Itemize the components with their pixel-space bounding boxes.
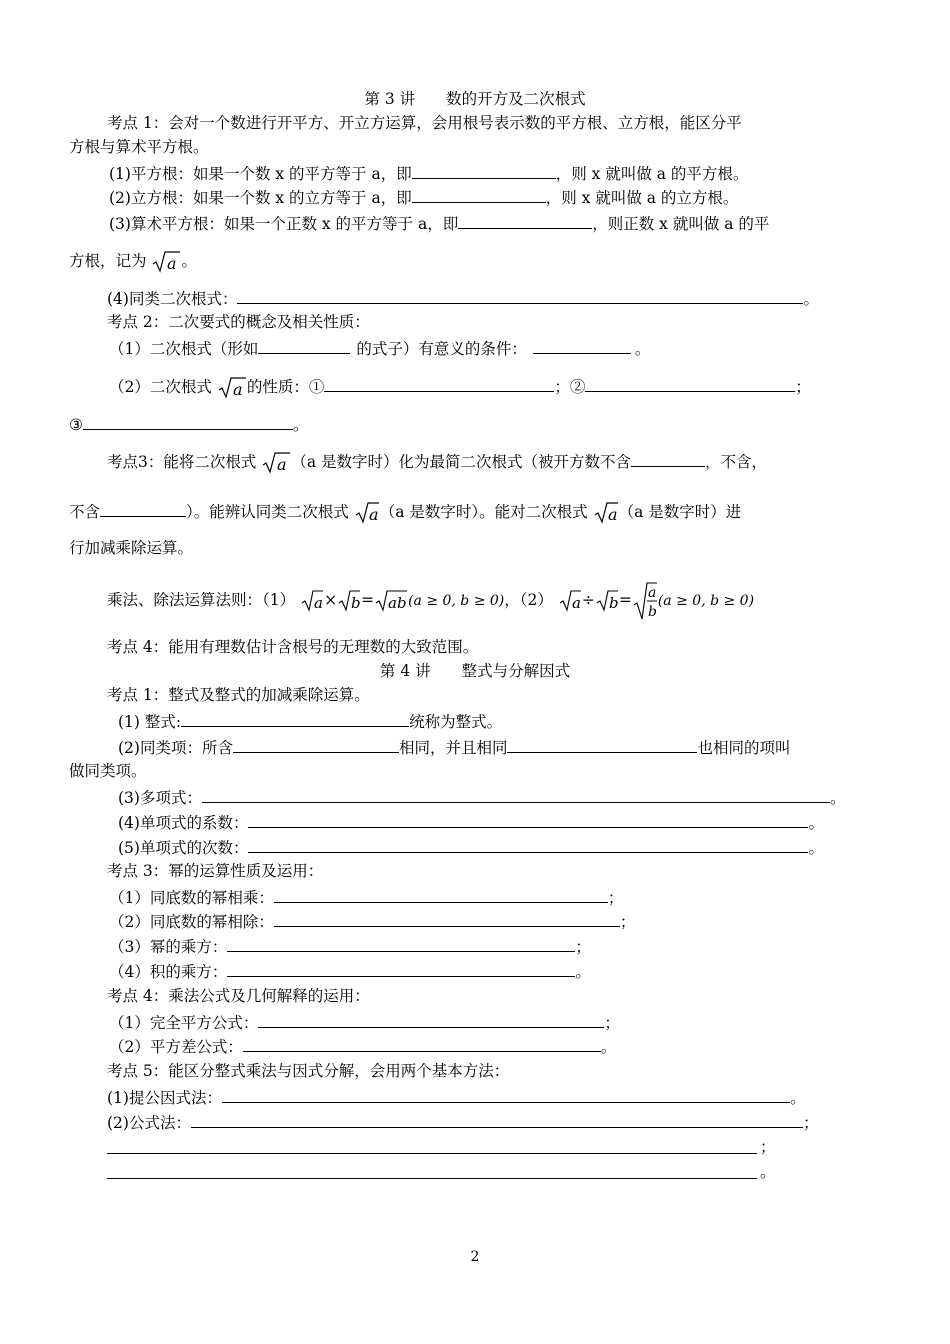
l4-point-3: 考点 3：幂的运算性质及运用：: [107, 862, 324, 880]
l3-item-1: [109, 162, 748, 184]
blank-field[interactable]: [243, 1035, 601, 1052]
blank-field[interactable]: [258, 1011, 604, 1028]
text: （2）二次根式: [109, 378, 212, 396]
sqrt-b-symbol: [337, 589, 361, 613]
l3-point-1-line2: 方根与算术平方根。: [69, 138, 209, 156]
blank-field[interactable]: [274, 910, 620, 927]
l3-item-2: [109, 186, 738, 208]
period: 。: [181, 252, 197, 270]
text: 乘法、除法运算法则：（1）: [107, 591, 296, 609]
text: 的式子）有意义的条件：: [356, 340, 527, 358]
l4-point-5-item-1: [107, 1086, 805, 1108]
radicand: a: [571, 594, 581, 612]
l3-item-1-text-end: ，则 x 就叫做 a 的平方根。: [555, 165, 749, 183]
l3-item-3-text: (3)算术平方根：如果一个正数 x 的平方等于 a，即: [109, 215, 459, 233]
l4-item-1: [118, 710, 502, 732]
sqrt-a-symbol: [217, 376, 247, 400]
blank-field[interactable]: [258, 337, 350, 354]
period: 。: [760, 1163, 776, 1181]
sqrt-b-symbol: [595, 589, 619, 613]
divide-sign: ÷: [581, 591, 595, 609]
semicolon: ；: [802, 1114, 819, 1132]
blank-field[interactable]: [274, 886, 608, 903]
text: ，不含，: [704, 453, 767, 471]
l3-item-3-cont: [69, 250, 197, 276]
denominator: b: [647, 604, 657, 620]
text: （2）平方差公式：: [109, 1038, 243, 1056]
text: (2)同类项：所含: [118, 739, 233, 757]
blank-field[interactable]: [248, 811, 808, 828]
l4-point-1: 考点 1：整式及整式的加减乘除运算。: [107, 686, 370, 704]
text: ；②: [554, 378, 586, 396]
blank-field[interactable]: [100, 500, 186, 517]
blank-field[interactable]: [458, 212, 592, 229]
radicand: ab: [388, 594, 407, 612]
text: （2）同底数的幂相除：: [109, 913, 274, 931]
l3-point-3-line3: 行加减乘除运算。: [69, 539, 194, 557]
radicand: a: [167, 254, 177, 273]
sqrt-a-symbol: [300, 589, 324, 613]
text: （a 是数字时）进: [618, 503, 742, 521]
text: (1)提公因式法：: [107, 1089, 222, 1107]
l3-point-2-item-1: [109, 337, 650, 359]
text: 统称为整式。: [409, 713, 503, 731]
blank-field[interactable]: [222, 1086, 790, 1103]
l4-item-5: [118, 836, 824, 858]
blank-field[interactable]: [412, 186, 546, 203]
blank-field[interactable]: [227, 935, 575, 952]
text: (1) 整式:: [118, 713, 182, 731]
l3-item-4-text: (4)同类二次根式：: [107, 290, 238, 308]
blank-line[interactable]: [107, 1178, 757, 1179]
l4-point-3-item-1: [109, 886, 623, 908]
page-number: 2: [470, 1249, 480, 1265]
blank-field[interactable]: [202, 786, 830, 803]
text: （a 是数字时）化为最简二次根式（被开方数不含: [291, 453, 631, 471]
sqrt-ab-symbol: [374, 589, 408, 613]
period: 。: [808, 839, 824, 857]
text: (2)公式法：: [107, 1114, 191, 1132]
blank-field[interactable]: [181, 710, 409, 727]
equals-sign: =: [618, 591, 632, 609]
text: 不含: [69, 503, 101, 521]
l3-point-3-line1: [107, 450, 767, 476]
sqrt-a-symbol: [593, 501, 619, 525]
text: (5)单项式的次数：: [118, 839, 249, 857]
mult-div-rule: [107, 580, 754, 620]
l4-item-2: [118, 736, 791, 758]
l3-item-2-text: (2)立方根：如果一个数 x 的立方等于 a，即: [109, 189, 412, 207]
lecture-3-title: 第 3 讲 数的开方及二次根式: [364, 90, 586, 108]
radicand: b: [608, 594, 619, 612]
l4-point-3-item-2: [109, 910, 635, 932]
text: （a 是数字时）。能对二次根式: [379, 503, 588, 521]
l3-point-4: 考点 4：能用有理数估计含根号的无理数的大致范围。: [107, 638, 479, 656]
blank-field[interactable]: [237, 287, 803, 304]
l3-point-2-item-2-cont: [69, 413, 308, 435]
semicolon: ；: [607, 889, 624, 907]
period: 。: [292, 416, 309, 434]
blank-field[interactable]: [412, 162, 556, 179]
blank-field[interactable]: [631, 450, 705, 467]
blank-field[interactable]: [227, 960, 575, 977]
text: （1）二次根式（形如: [109, 340, 259, 358]
radicand: a: [314, 594, 324, 612]
sqrt-a-symbol: [558, 589, 582, 613]
equals-sign: =: [361, 591, 375, 609]
times-sign: ×: [324, 591, 338, 609]
l3-item-3: [109, 212, 769, 234]
period: 。: [575, 963, 591, 981]
text: （1）同底数的幂相乘：: [109, 889, 274, 907]
sqrt-a-symbol: [151, 250, 181, 274]
radicand: a: [607, 505, 618, 524]
sqrt-a-symbol: [261, 451, 291, 475]
text: 相同，并且相同: [398, 739, 508, 757]
semicolon: ；: [760, 1138, 776, 1156]
text: ；: [795, 378, 811, 396]
blank-field[interactable]: [324, 375, 554, 392]
text: 也相同的项叫: [697, 739, 791, 757]
semicolon: ；: [575, 938, 591, 956]
text: 的性质：①: [246, 378, 325, 396]
period: 。: [803, 290, 819, 308]
l3-point-3-line2: [69, 500, 741, 526]
text: (4)单项式的系数：: [118, 814, 249, 832]
sqrt-fraction-symbol: [632, 581, 658, 621]
condition: (a ≥ 0, b ≥ 0): [657, 593, 755, 609]
period: 。: [808, 814, 824, 832]
text: （1）完全平方公式：: [109, 1014, 259, 1032]
blank-field[interactable]: [233, 736, 399, 753]
text: （3）幂的乘方：: [109, 938, 228, 956]
blank-field[interactable]: [248, 836, 808, 853]
l4-point-3-item-3: [109, 935, 591, 957]
l3-item-4: [107, 287, 819, 309]
blank-field[interactable]: [533, 337, 631, 354]
l3-point-2: 考点 2：二次要式的概念及相关性质：: [107, 313, 370, 331]
sqrt-a-symbol: [354, 501, 380, 525]
text: (3)多项式：: [118, 789, 202, 807]
l4-point-4-item-2: [109, 1035, 616, 1057]
l3-item-3-cont-text: 方根，记为: [69, 252, 147, 270]
period: 。: [600, 1038, 617, 1056]
l4-point-4-item-1: [109, 1011, 620, 1033]
l3-item-1-text: (1)平方根：如果一个数 x 的平方等于 a，即: [109, 165, 412, 183]
text: ，（2）: [504, 591, 553, 609]
text: ③: [69, 416, 83, 434]
l4-point-3-item-4: [109, 960, 591, 982]
semicolon: ；: [604, 1014, 620, 1032]
text: （4）积的乘方：: [109, 963, 228, 981]
period: 。: [634, 340, 651, 358]
l4-item-3: [118, 786, 845, 808]
numerator: a: [647, 585, 657, 601]
text: 考点3：能将二次根式: [107, 453, 257, 471]
blank-line[interactable]: [107, 1153, 757, 1154]
radicand: a: [368, 505, 379, 524]
period: 。: [829, 789, 846, 807]
l3-item-3-text-end: ，则正数 x 就叫做 a 的平: [592, 215, 770, 233]
radicand: a: [277, 455, 287, 474]
period: 。: [789, 1089, 806, 1107]
blank-field[interactable]: [191, 1111, 803, 1128]
l4-point-5: 考点 5：能区分整式乘法与因式分解，会用两个基本方法：: [107, 1062, 510, 1080]
l3-point-1-line1: 考点 1：会对一个数进行开平方、开立方运算，会用根号表示数的平方根、立方根，能区分平: [107, 114, 742, 132]
l3-point-2-item-2: [109, 375, 811, 401]
text: ）。能辨认同类二次根式: [186, 503, 349, 521]
condition: (a ≥ 0, b ≥ 0): [408, 593, 505, 609]
l4-item-2-cont: 做同类项。: [69, 762, 147, 780]
radicand: a: [232, 380, 243, 399]
radicand: b: [351, 594, 361, 612]
blank-field[interactable]: [83, 413, 293, 430]
lecture-4-title: 第 4 讲 整式与分解因式: [379, 662, 571, 680]
l4-point-5-item-2: [107, 1111, 818, 1133]
blank-field[interactable]: [507, 736, 697, 753]
l3-item-2-text-end: ，则 x 就叫做 a 的立方根。: [545, 189, 739, 207]
semicolon: ；: [619, 913, 636, 931]
l4-point-4: 考点 4：乘法公式及几何解释的运用：: [107, 987, 370, 1005]
l4-item-4: [118, 811, 824, 833]
blank-field[interactable]: [585, 375, 795, 392]
